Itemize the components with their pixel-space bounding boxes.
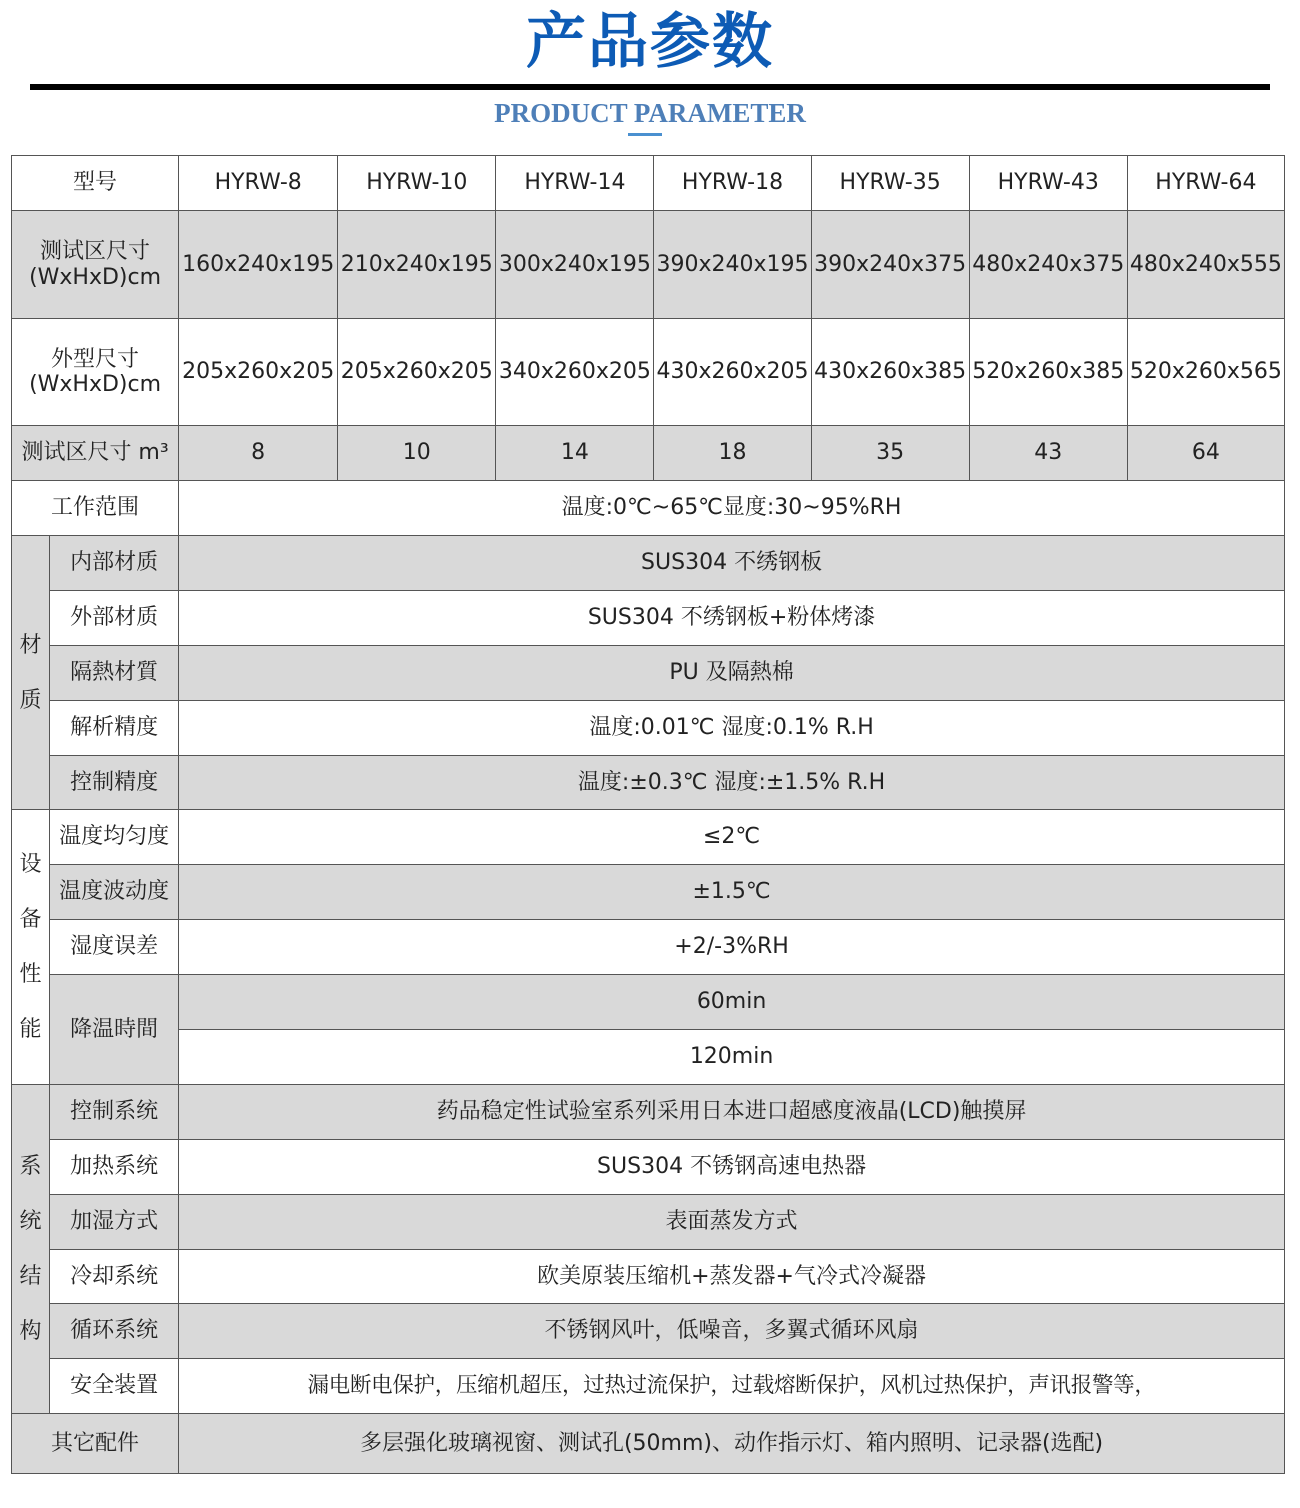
group-char: 构 <box>19 1319 42 1344</box>
row-inner-size <box>12 211 1285 319</box>
material-row-value: SUS304 不绣钢板 <box>179 536 1285 591</box>
row-model <box>12 156 1285 211</box>
model-cell: HYRW-35 <box>811 156 969 211</box>
performance-row-label: 湿度误差 <box>50 920 179 975</box>
outer-size-cell: 430x260x205 <box>654 319 811 426</box>
outer-size-cell: 520x260x565 <box>1127 319 1284 426</box>
row-accessories <box>12 1414 1285 1474</box>
volume-cell: 10 <box>338 426 496 481</box>
group-char: 材 <box>19 632 42 658</box>
row-temp-fluctuation <box>12 865 1285 920</box>
system-row-value: 欧美原装压缩机+蒸发器+气冷式冷凝器 <box>179 1250 1285 1304</box>
outer-size-label <box>12 319 179 426</box>
volume-label: 测试区尺寸 m³ <box>12 426 179 481</box>
outer-size-cell: 205x260x205 <box>179 319 338 426</box>
group-char: 质 <box>19 687 42 713</box>
cooling-time-value: 120min <box>179 1030 1285 1085</box>
product-parameter-table <box>11 155 1285 1474</box>
row-humidity-error <box>12 920 1285 975</box>
row-outer-size <box>12 319 1285 426</box>
system-row-value: 表面蒸发方式 <box>179 1195 1285 1250</box>
row-control-precision <box>12 756 1285 810</box>
working-range-value: 温度:0℃~65℃显度:30~95%RH <box>179 481 1285 536</box>
outer-size-label-line1: 外型尺寸 <box>51 346 140 372</box>
model-cell: HYRW-64 <box>1127 156 1284 211</box>
material-row-label: 解析精度 <box>50 701 179 756</box>
outer-size-label-line2: (WxHxD)cm <box>29 372 162 397</box>
volume-cell: 64 <box>1127 426 1284 481</box>
system-row-label: 安全装置 <box>50 1359 179 1414</box>
outer-size-cell: 340x260x205 <box>496 319 654 426</box>
inner-size-cell: 480x240x375 <box>969 211 1127 319</box>
group-char: 备 <box>19 907 42 932</box>
system-row-label: 冷却系统 <box>50 1250 179 1304</box>
volume-cell: 8 <box>179 426 338 481</box>
outer-size-cell: 430x260x385 <box>811 319 969 426</box>
model-cell: HYRW-14 <box>496 156 654 211</box>
group-char: 结 <box>19 1264 42 1289</box>
accessories-value: 多层强化玻璃视窗、测试孔(50mm)、动作指示灯、箱内照明、记录器(选配) <box>179 1414 1285 1474</box>
model-cell: HYRW-18 <box>654 156 811 211</box>
performance-row-label: 温度均匀度 <box>50 810 179 865</box>
system-group-label <box>12 1085 50 1414</box>
inner-size-cell: 300x240x195 <box>496 211 654 319</box>
performance-row-value: ±1.5℃ <box>179 865 1285 920</box>
material-group-label <box>12 536 50 810</box>
performance-row-label: 温度波动度 <box>50 865 179 920</box>
system-row-value: 漏电断电保护，压缩机超压，过热过流保护，过载熔断保护，风机过热保护，声讯报警等， <box>179 1359 1285 1414</box>
material-row-label: 内部材质 <box>50 536 179 591</box>
row-working-range <box>12 481 1285 536</box>
row-material-insulation <box>12 646 1285 701</box>
performance-row-value: ≤2℃ <box>179 810 1285 865</box>
model-cell: HYRW-8 <box>179 156 338 211</box>
volume-cell: 43 <box>969 426 1127 481</box>
outer-size-cell: 520x260x385 <box>969 319 1127 426</box>
cooling-time-value: 60min <box>179 975 1285 1030</box>
accessories-label: 其它配件 <box>12 1414 179 1474</box>
model-label: 型号 <box>12 156 179 211</box>
material-row-value: SUS304 不绣钢板+粉体烤漆 <box>179 591 1285 646</box>
title-divider <box>30 84 1270 90</box>
row-material-inner <box>12 536 1285 591</box>
outer-size-cell: 205x260x205 <box>338 319 496 426</box>
system-row-value: 药品稳定性试验室系列采用日本进口超感度液晶(LCD)触摸屏 <box>179 1085 1285 1140</box>
material-row-label: 隔熱材質 <box>50 646 179 701</box>
inner-size-cell: 480x240x555 <box>1127 211 1284 319</box>
row-cooling-time-1 <box>12 975 1285 1030</box>
row-resolution <box>12 701 1285 756</box>
inner-size-label-line1: 测试区尺寸 <box>40 239 151 265</box>
row-material-outer <box>12 591 1285 646</box>
row-humidify-method <box>12 1195 1285 1250</box>
row-cooling-system <box>12 1250 1285 1304</box>
inner-size-cell: 210x240x195 <box>338 211 496 319</box>
model-cell: HYRW-43 <box>969 156 1127 211</box>
group-char: 统 <box>19 1209 42 1234</box>
subtitle-underline <box>628 133 662 136</box>
system-row-value: SUS304 不锈钢高速电热器 <box>179 1140 1285 1195</box>
page-title: 产品参数 <box>526 7 774 77</box>
volume-cell: 18 <box>654 426 811 481</box>
performance-group-label <box>12 810 50 1085</box>
system-row-value: 不锈钢风叶，低噪音，多翼式循环风扇 <box>179 1304 1285 1359</box>
row-temp-uniformity <box>12 810 1285 865</box>
inner-size-cell: 390x240x375 <box>811 211 969 319</box>
material-row-value: 温度:0.01℃ 湿度:0.1% R.H <box>179 701 1285 756</box>
model-cell: HYRW-10 <box>338 156 496 211</box>
row-circulation-system <box>12 1304 1285 1359</box>
cooling-time-label: 降温時間 <box>50 975 179 1085</box>
working-range-label: 工作范围 <box>12 481 179 536</box>
volume-cell: 35 <box>811 426 969 481</box>
system-row-label: 循环系统 <box>50 1304 179 1359</box>
inner-size-cell: 160x240x195 <box>179 211 338 319</box>
performance-row-value: +2/-3%RH <box>179 920 1285 975</box>
system-row-label: 加湿方式 <box>50 1195 179 1250</box>
system-row-label: 加热系统 <box>50 1140 179 1195</box>
row-heating-system <box>12 1140 1285 1195</box>
material-row-value: 温度:±0.3℃ 湿度:±1.5% R.H <box>179 756 1285 810</box>
volume-cell: 14 <box>496 426 654 481</box>
material-row-value: PU 及隔熱棉 <box>179 646 1285 701</box>
row-safety-device <box>12 1359 1285 1414</box>
material-row-label: 控制精度 <box>50 756 179 810</box>
group-char: 系 <box>19 1154 42 1179</box>
group-char: 设 <box>19 852 42 877</box>
group-char: 能 <box>19 1017 42 1042</box>
row-control-system <box>12 1085 1285 1140</box>
inner-size-label-line2: (WxHxD)cm <box>29 264 162 290</box>
row-cooling-time-2 <box>12 1030 1285 1085</box>
system-row-label: 控制系统 <box>50 1085 179 1140</box>
inner-size-label <box>12 211 179 319</box>
page-subtitle: PRODUCT PARAMETER <box>494 98 806 128</box>
material-row-label: 外部材质 <box>50 591 179 646</box>
group-char: 性 <box>19 962 42 987</box>
row-volume <box>12 426 1285 481</box>
inner-size-cell: 390x240x195 <box>654 211 811 319</box>
